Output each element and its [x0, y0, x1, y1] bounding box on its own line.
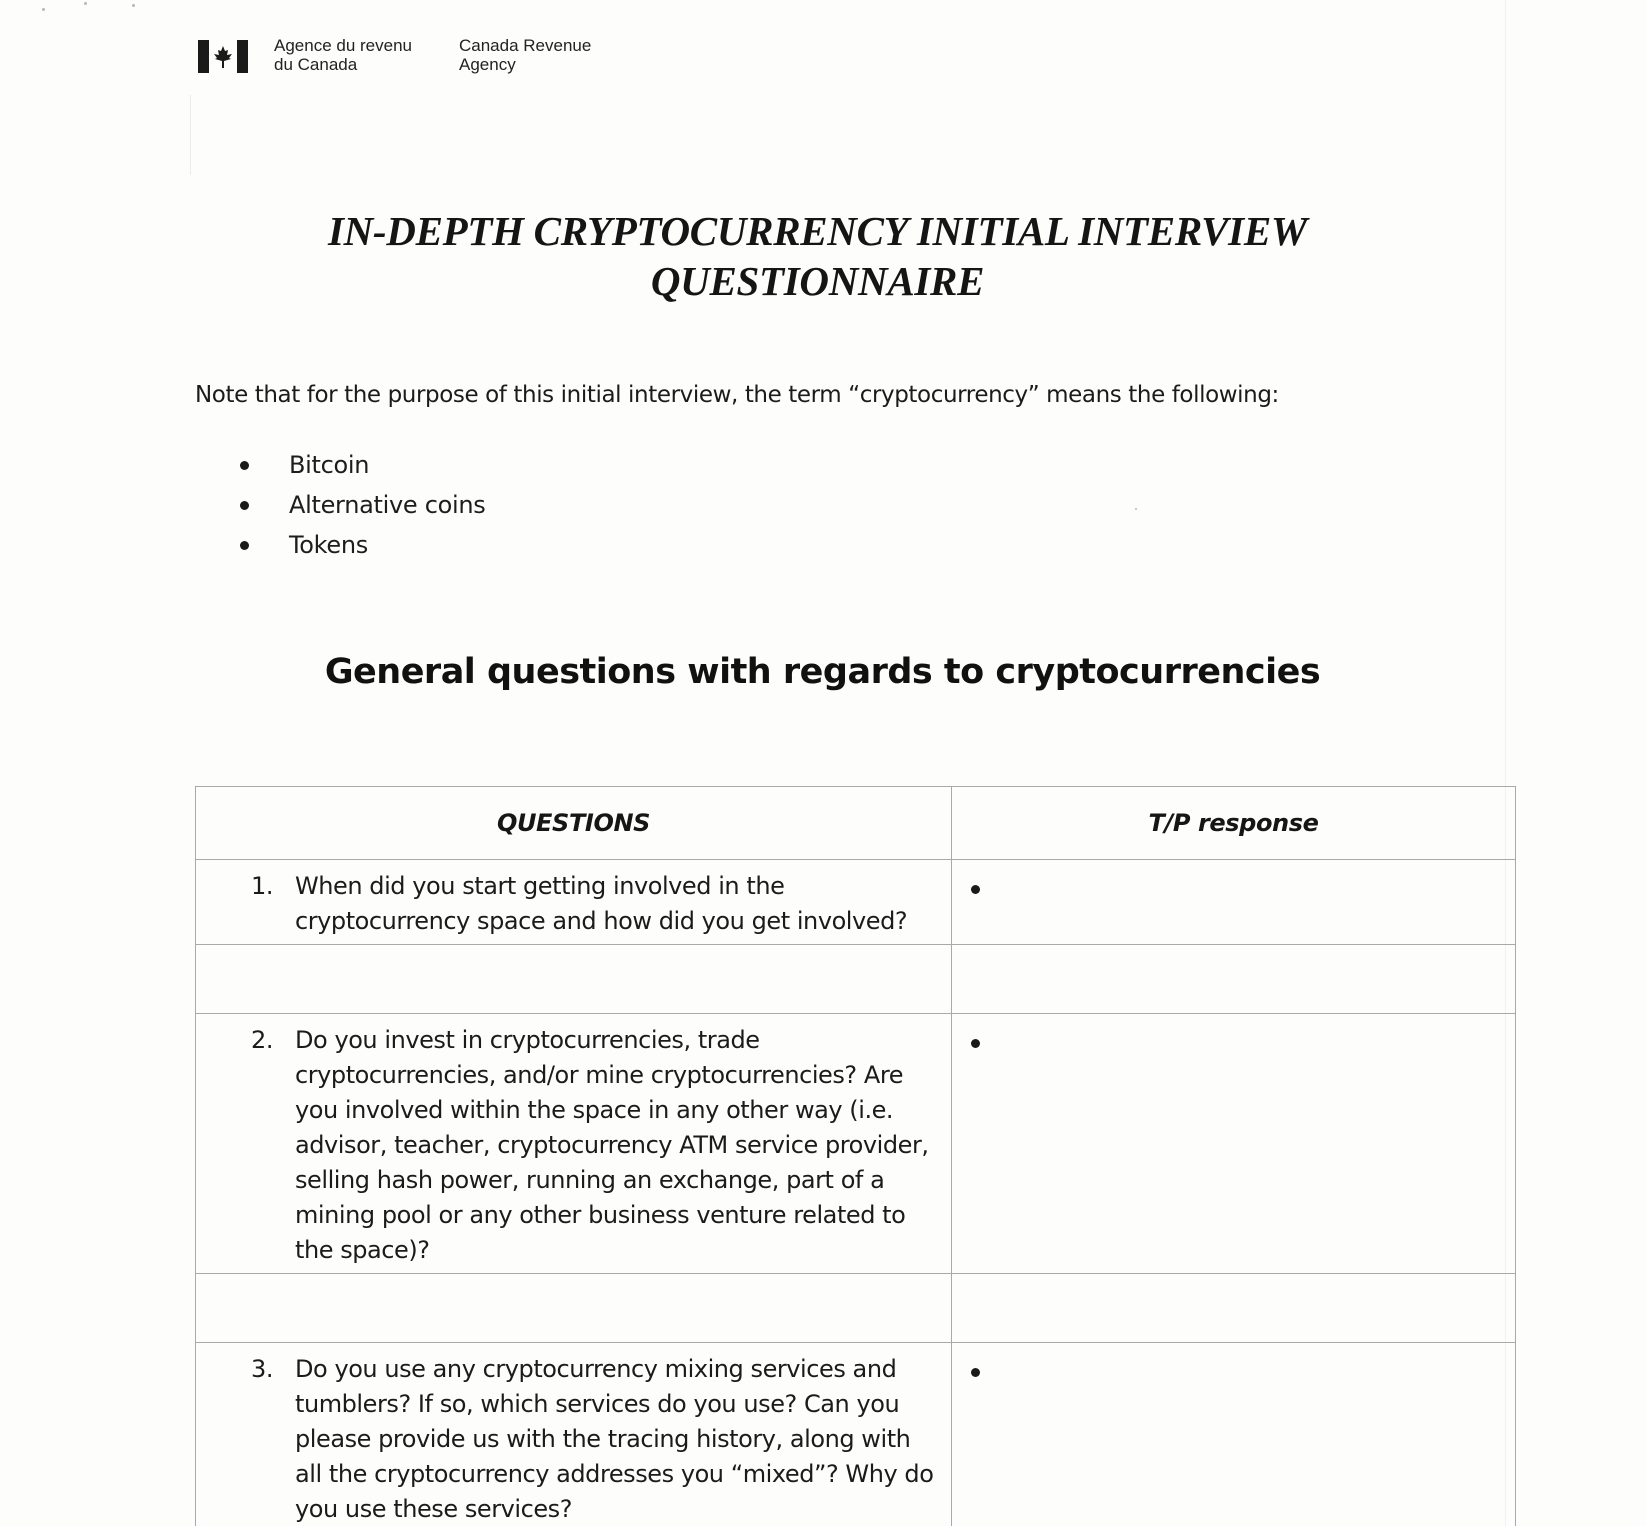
- agency-signature: [198, 36, 639, 86]
- response-cell[interactable]: [952, 1014, 1516, 1274]
- scan-speck: [1135, 508, 1137, 510]
- list-item-label: Alternative coins: [289, 491, 486, 519]
- list-item-label: Tokens: [289, 531, 368, 559]
- list-item: [240, 445, 485, 485]
- question-text: Do you invest in cryptocurrencies, trade cryptocurrencies, and/or mine cryptocurrencies? Are you involved within the space in any other way (i.e. advisor, teacher, cryptocurrency ATM service provider, selling hash power, running an exchange, part of a mining pool or any other business venture related to the space)?: [295, 1026, 929, 1264]
- question-cell: [196, 860, 952, 945]
- agency-en-line: Canada Revenue: [459, 36, 592, 55]
- table-row: [196, 1014, 1516, 1274]
- title-line: QUESTIONNAIRE: [650, 258, 985, 304]
- bullet-icon: [240, 541, 249, 550]
- scan-edge: [190, 95, 191, 175]
- column-header-questions: QUESTIONS: [196, 787, 952, 860]
- list-item: [240, 525, 485, 565]
- agency-fr-line: du Canada: [274, 55, 358, 74]
- questions-table: [195, 786, 1516, 1526]
- table-row: [196, 1343, 1516, 1526]
- cryptocurrency-definition-list: [240, 445, 485, 565]
- table-row: [196, 860, 1516, 945]
- scan-speck: [42, 8, 45, 11]
- bullet-icon: [971, 885, 980, 894]
- list-item-label: Bitcoin: [289, 451, 370, 479]
- bullet-icon: [240, 461, 249, 470]
- table-header-row: [196, 787, 1516, 860]
- question-number: 3.: [251, 1355, 273, 1383]
- question-number: 2.: [251, 1026, 273, 1054]
- response-cell[interactable]: [952, 860, 1516, 945]
- question-text: When did you start getting involved in the cryptocurrency space and how did you get involved?: [295, 872, 908, 935]
- title-line: IN-DEPTH CRYPTOCURRENCY INITIAL INTERVIEW: [327, 208, 1308, 254]
- response-cell[interactable]: [952, 1343, 1516, 1526]
- blank-cell: [196, 1274, 952, 1343]
- blank-cell: [952, 1274, 1516, 1343]
- question-number: 1.: [251, 872, 273, 900]
- scan-speck: [84, 2, 87, 5]
- bullet-icon: [971, 1368, 980, 1377]
- agency-name-french: [274, 36, 459, 74]
- question-text: Do you use any cryptocurrency mixing services and tumblers? If so, which services do you use? Can you please provide us with the tracing history, along with all the cryptocurrency addresses you “mixed”? Why do you use these services?: [295, 1355, 934, 1523]
- blank-cell: [952, 945, 1516, 1014]
- scan-speck: [132, 4, 135, 7]
- table-row-blank: [196, 1274, 1516, 1343]
- agency-en-line: Agency: [459, 55, 516, 74]
- section-heading: General questions with regards to cryptocurrencies: [324, 652, 1321, 692]
- blank-cell: [196, 945, 952, 1014]
- list-item: [240, 485, 485, 525]
- agency-name-english: [459, 36, 639, 74]
- column-header-response: T/P response: [952, 787, 1516, 860]
- bullet-icon: [240, 501, 249, 510]
- document-title: [190, 206, 1445, 306]
- canada-flag-icon: [198, 40, 248, 73]
- question-cell: [196, 1343, 952, 1526]
- bullet-icon: [971, 1039, 980, 1048]
- table-row-blank: [196, 945, 1516, 1014]
- agency-fr-line: Agence du revenu: [274, 36, 412, 55]
- definition-note: Note that for the purpose of this initial interview, the term “cryptocurrency” means the following:: [195, 382, 1279, 408]
- question-cell: [196, 1014, 952, 1274]
